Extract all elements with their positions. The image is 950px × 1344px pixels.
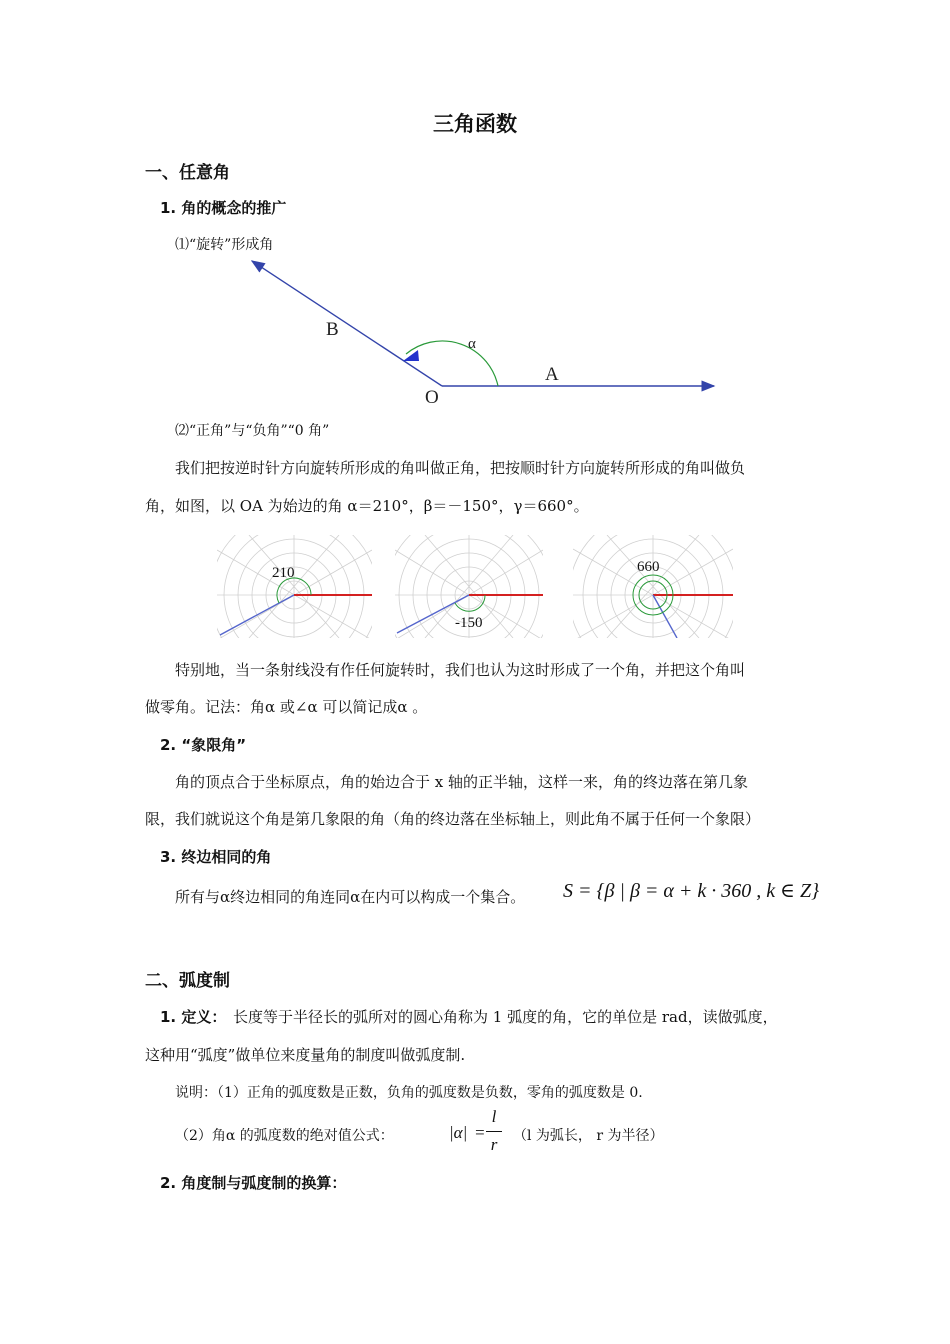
arc-arrow-icon [403,350,419,361]
definition-line-2: 这种用“弧度”做单位来度量角的制度叫做弧度制. [145,1046,466,1064]
coterminal-line: 所有与α终边相同的角连同α在内可以构成一个集合。 [175,888,526,906]
paragraph-line-1: 我们把按逆时针方向旋转所形成的角叫做正角，把按顺时针方向旋转所形成的角叫做负 [175,459,746,477]
section-heading-arbitrary-angle: 一、任意角 [145,163,230,183]
item-rotation-forms-angle: ⑴“旋转”形成角 [175,237,274,253]
item-positive-negative-zero: ⑵“正角”与“负角”“0 角” [175,423,330,439]
subheading-quadrant-angle: 2. “象限角” [160,736,247,754]
formula-abs-alpha: |α| [449,1123,468,1142]
formula-fraction-bar [486,1131,502,1132]
polar-figure-660 [573,535,733,638]
note-line-2-suffix: （l 为弧长， r 为半径） [513,1128,664,1144]
label-o: O [425,387,439,408]
ray-ob [252,261,442,386]
angle-arc [406,341,498,386]
formula-numerator: l [491,1107,497,1126]
zero-angle-line-2: 做零角。记法：角α 或∠α 可以简记成α 。 [145,698,428,716]
quadrant-line-1: 角的顶点合于坐标原点，角的始边合于 x 轴的正半轴，这样一来，角的终边落在第几象 [175,773,748,791]
polar-figure-neg150 [395,535,543,638]
label-a: A [545,364,559,385]
note-line-2-prefix: （2）角α 的弧度数的绝对值公式： [175,1128,394,1144]
zero-angle-line-1: 特别地，当一条射线没有作任何旋转时，我们也认为这时形成了一个角，并把这个角叫 [175,661,746,679]
subheading-angle-concept: 1. 角的概念的推广 [160,199,287,217]
definition-label: 1. 定义： [160,1008,227,1026]
page-title: 三角函数 [433,112,517,136]
definition-line-1: 长度等于半径长的弧所对的圆心角称为 1 弧度的角，它的单位是 rad，读做弧度， [233,1008,778,1026]
label-alpha: α [468,336,476,352]
subheading-coterminal-angles: 3. 终边相同的角 [160,848,272,866]
label-b: B [326,319,339,340]
angle-label: 660 [637,559,660,575]
subheading-conversion: 2. 角度制与弧度制的换算： [160,1174,347,1192]
section-heading-radian: 二、弧度制 [145,971,230,991]
coterminal-set-formula: S = {β | β = α + k · 360 , k ∈ Z} [563,880,820,902]
quadrant-line-2: 限，我们就说这个角是第几象限的角（角的终边落在坐标轴上，则此角不属于任何一个象限） [145,810,761,828]
polar-figure-210 [217,535,372,638]
rotation-angle-figure [240,255,730,410]
paragraph-line-2: 角，如图，以 OA 为始边的角 α＝210°，β＝－150°，γ＝660°。 [145,497,589,515]
formula-denominator: r [490,1135,498,1154]
angle-label: 210 [272,565,295,581]
formula-equals: = [474,1123,486,1142]
note-line-1: 说明：（1）正角的弧度数是正数，负角的弧度数是负数，零角的弧度数是 0. [175,1085,643,1101]
angle-label: -150 [455,615,483,631]
